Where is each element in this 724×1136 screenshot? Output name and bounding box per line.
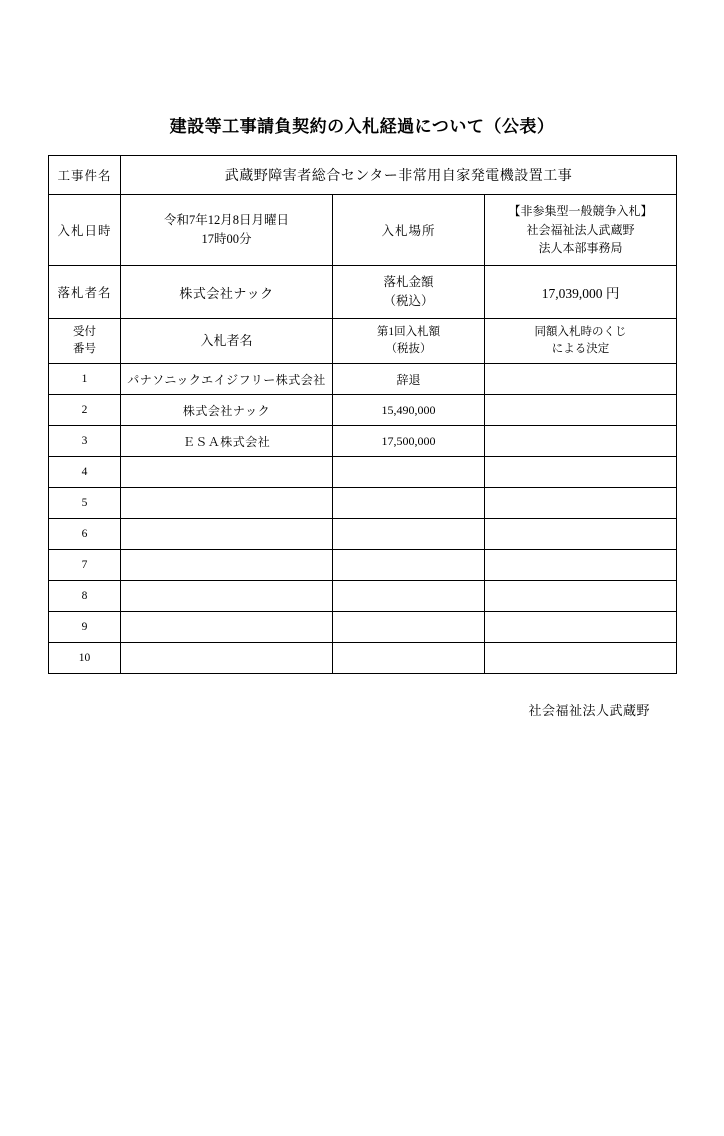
row-bidder: パナソニックエイジフリー株式会社 [121, 364, 333, 395]
winner-row [49, 266, 677, 319]
row-amount: 辞退 [333, 364, 485, 395]
row-number: 2 [49, 395, 121, 426]
table-row [49, 519, 677, 550]
row-amount [333, 612, 485, 643]
column-header-amount-line1: 第1回入札額 [376, 326, 441, 339]
column-header-lottery-line1: 同額入札時のくじ [534, 326, 627, 339]
row-bidder [121, 488, 333, 519]
row-amount: 15,490,000 [333, 395, 485, 426]
row-bidder [121, 612, 333, 643]
document-page [0, 112, 724, 1136]
row-bidder [121, 550, 333, 581]
row-lottery [485, 550, 677, 581]
row-amount [333, 581, 485, 612]
footer-organization: 社会福祉法人武蔵野 [528, 703, 650, 718]
datetime-label: 入札日時 [49, 195, 121, 266]
row-amount [333, 457, 485, 488]
winner-label: 落札者名 [49, 266, 121, 319]
row-amount [333, 519, 485, 550]
datetime-value [121, 195, 333, 266]
row-number: 3 [49, 426, 121, 457]
column-header-no [49, 319, 121, 364]
table-row [49, 395, 677, 426]
table-header-row [49, 319, 677, 364]
row-amount: 17,500,000 [333, 426, 485, 457]
table-row [49, 643, 677, 674]
row-bidder [121, 643, 333, 674]
datetime-place-row [49, 195, 677, 266]
column-header-bidder: 入札者名 [121, 319, 333, 364]
row-lottery [485, 581, 677, 612]
row-number: 5 [49, 488, 121, 519]
table-row [49, 581, 677, 612]
row-lottery [485, 519, 677, 550]
winning-amount-value: 17,039,000 円 [485, 266, 677, 319]
datetime-line1: 令和7年12月8日月曜日 [163, 212, 289, 227]
column-header-amount [333, 319, 485, 364]
project-label: 工事件名 [49, 156, 121, 195]
table-row [49, 426, 677, 457]
row-lottery [485, 612, 677, 643]
row-number: 10 [49, 643, 121, 674]
table-row [49, 364, 677, 395]
row-number: 6 [49, 519, 121, 550]
row-number: 7 [49, 550, 121, 581]
row-lottery [485, 488, 677, 519]
winning-amount-label [333, 266, 485, 319]
row-number: 1 [49, 364, 121, 395]
row-bidder: ＥＳＡ株式会社 [121, 426, 333, 457]
row-bidder: 株式会社ナック [121, 395, 333, 426]
table-row [49, 457, 677, 488]
place-label: 入札場所 [333, 195, 485, 266]
row-amount [333, 550, 485, 581]
page-title: 建設等工事請負契約の入札経過について（公表） [169, 117, 555, 136]
place-line3: 法人本部事務局 [538, 241, 623, 256]
project-row [49, 156, 677, 195]
row-number: 8 [49, 581, 121, 612]
row-lottery [485, 643, 677, 674]
row-lottery [485, 457, 677, 488]
winning-amount-label-line2: （税込） [383, 294, 434, 308]
row-lottery [485, 426, 677, 457]
bid-result-table [48, 155, 677, 674]
row-bidder [121, 457, 333, 488]
winning-amount-label-line1: 落札金額 [383, 274, 434, 289]
row-amount [333, 488, 485, 519]
column-header-lottery-line2: による決定 [551, 343, 610, 355]
table-row [49, 550, 677, 581]
column-header-amount-line2: （税抜） [385, 343, 432, 355]
winner-name-value: 株式会社ナック [121, 266, 333, 319]
project-name-value: 武蔵野障害者総合センター非常用自家発電機設置工事 [121, 156, 677, 195]
column-header-no-line2: 番号 [73, 343, 96, 355]
datetime-line2: 17時00分 [201, 232, 252, 246]
row-bidder [121, 519, 333, 550]
row-number: 9 [49, 612, 121, 643]
row-lottery [485, 364, 677, 395]
place-line2: 社会福祉法人武蔵野 [526, 222, 635, 237]
row-bidder [121, 581, 333, 612]
row-number: 4 [49, 457, 121, 488]
row-amount [333, 643, 485, 674]
place-value [485, 195, 677, 266]
table-row [49, 488, 677, 519]
column-header-lottery [485, 319, 677, 364]
table-row [49, 612, 677, 643]
column-header-no-line1: 受付 [73, 326, 96, 339]
place-line1: 【非参集型一般競争入札】 [508, 204, 653, 219]
row-lottery [485, 395, 677, 426]
